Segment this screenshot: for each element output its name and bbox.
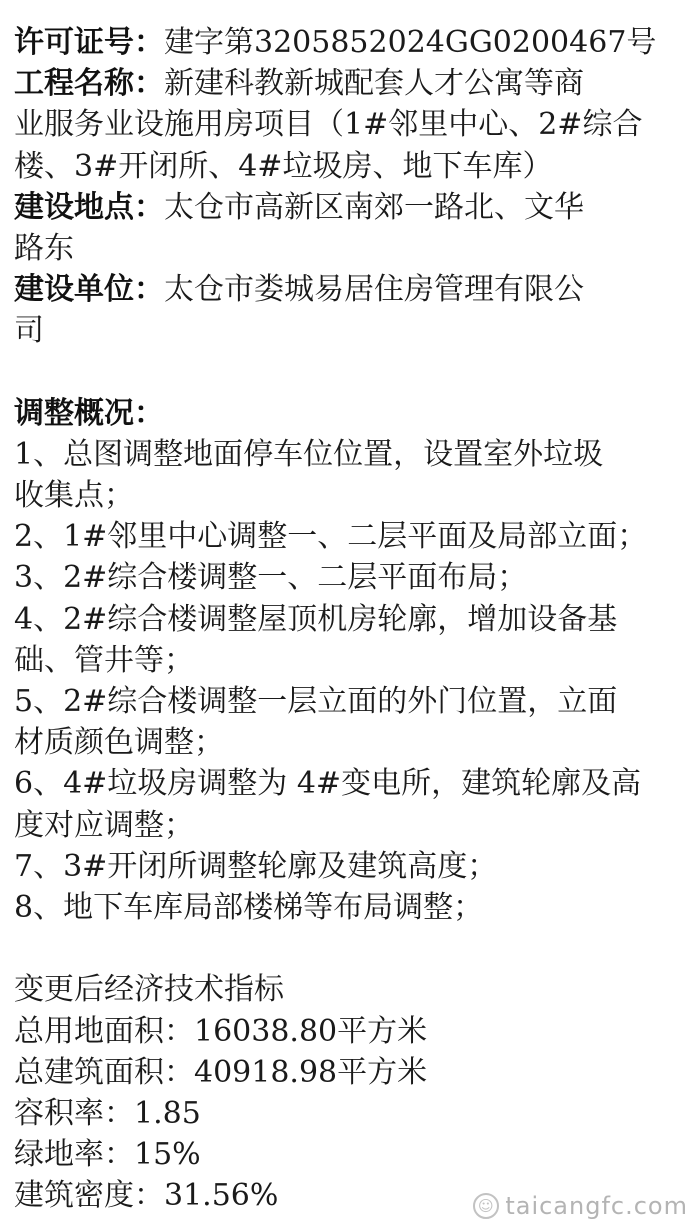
watermark-text: taicangfc.com — [505, 1192, 688, 1220]
smiley-icon: ☺ — [473, 1193, 499, 1219]
builder-line-1 — [14, 269, 686, 310]
permit-line — [14, 22, 686, 63]
adjustment-line: 7、3#开闭所调整轮廓及建筑高度； — [14, 848, 498, 884]
adjustment-line: 5、2#综合楼调整一层立面的外门位置，立面 — [14, 684, 618, 719]
adjustment-line: 6、4#垃圾房调整为 4#变电所，建筑轮廓及高 — [14, 766, 642, 802]
indicator-building-area: 总建筑面积：40918.98平方米 — [14, 1054, 428, 1090]
adjustment-line: 收集点； — [14, 478, 134, 514]
builder-label: 建设单位： — [14, 272, 164, 308]
watermark — [473, 1192, 688, 1220]
project-line-2: 业服务业设施用房项目（1#邻里中心、2#综合 — [14, 107, 643, 143]
document-body — [14, 22, 686, 1216]
permit-label: 许可证号： — [14, 25, 164, 60]
spacer — [14, 352, 686, 393]
project-value-1: 新建科教新城配套人才公寓等商 — [164, 66, 584, 102]
site-line-2: 路东 — [14, 230, 74, 266]
indicator-far: 容积率：1.85 — [14, 1095, 201, 1131]
permit-value: 建字第3205852024GG0200467号 — [164, 25, 657, 60]
builder-value-1: 太仓市娄城易居住房管理有限公 — [164, 272, 584, 308]
site-label: 建设地点： — [14, 189, 164, 225]
indicator-land-area: 总用地面积：16038.80平方米 — [14, 1013, 428, 1049]
project-label: 工程名称： — [14, 66, 164, 102]
adjustment-line: 材质颜色调整； — [14, 725, 224, 761]
project-line-3: 楼、3#开闭所、4#垃圾房、地下车库） — [14, 148, 553, 184]
indicator-density: 建筑密度：31.56% — [14, 1178, 279, 1214]
site-value-1: 太仓市高新区南郊一路北、文华 — [164, 189, 584, 225]
adjustment-line: 3、2#综合楼调整一、二层平面布局； — [14, 560, 528, 596]
builder-line-2: 司 — [14, 313, 44, 349]
indicators-title: 变更后经济技术指标 — [14, 972, 284, 1008]
adjustments-title: 调整概况： — [14, 395, 164, 431]
adjustment-line: 度对应调整； — [14, 807, 194, 843]
adjustment-line: 1、总图调整地面停车位位置，设置室外垃圾 — [14, 436, 604, 472]
project-line-1 — [14, 63, 686, 104]
spacer — [14, 928, 686, 969]
adjustment-line: 2、1#邻里中心调整一、二层平面及局部立面； — [14, 519, 648, 555]
adjustment-line: 础、管井等； — [14, 642, 194, 678]
adjustment-line: 4、2#综合楼调整屋顶机房轮廓，增加设备基 — [14, 601, 618, 637]
adjustment-line: 8、地下车库局部楼梯等布局调整； — [14, 889, 484, 925]
indicator-green-ratio: 绿地率：15% — [14, 1137, 201, 1173]
site-line-1 — [14, 187, 686, 228]
